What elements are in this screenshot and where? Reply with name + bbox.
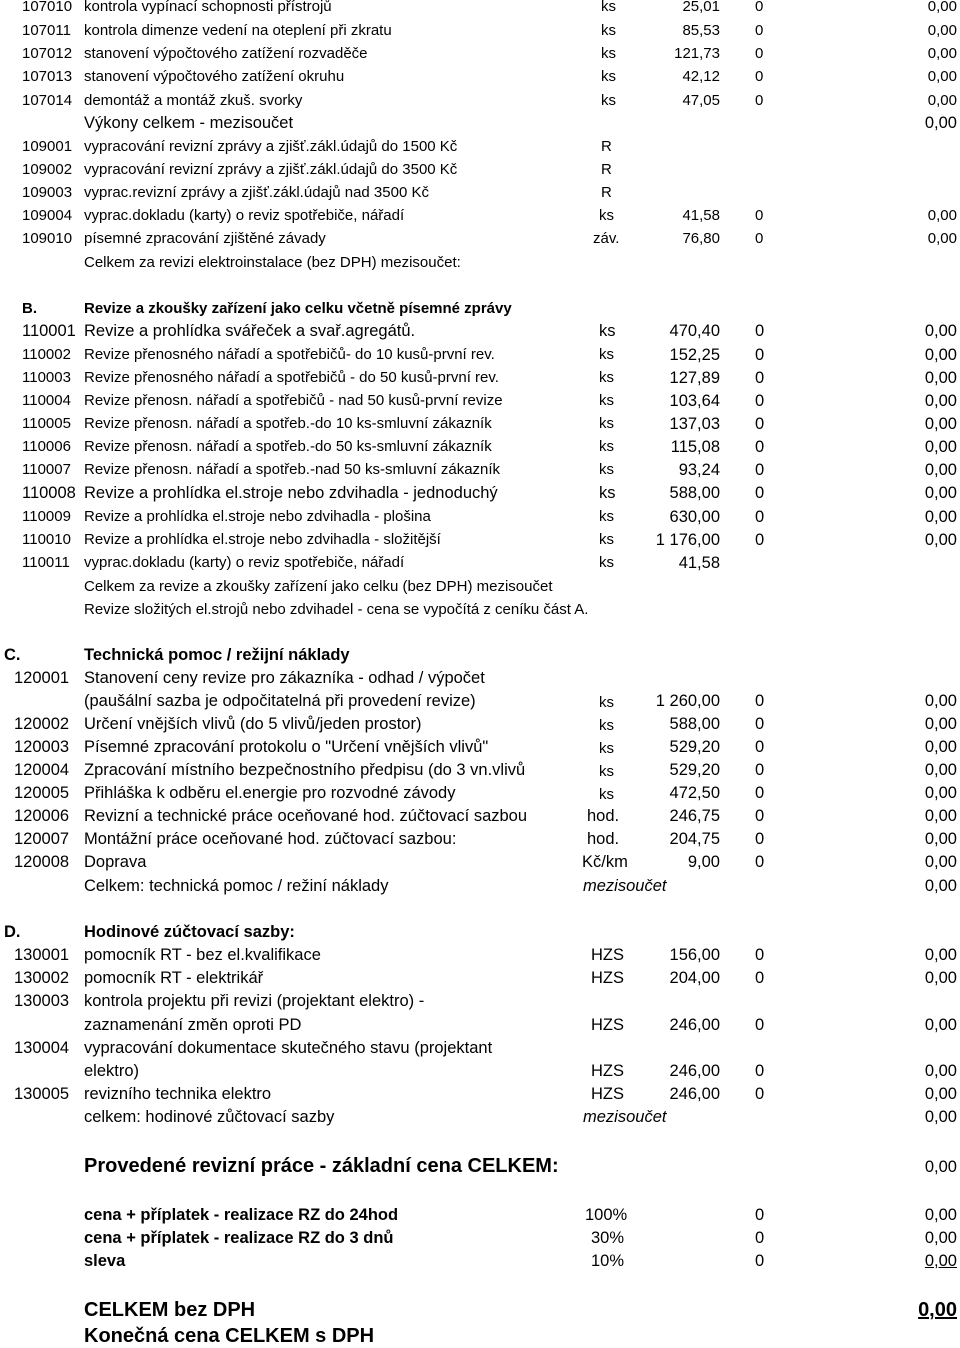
item-total: 0,00 — [924, 508, 957, 526]
item-price: 127,89 — [669, 369, 720, 387]
item-total: 0,00 — [924, 346, 957, 364]
item-description: Revize přenosn. nářadí a spotřeb.-do 50 ks-smluvní zákazník — [84, 438, 492, 455]
item-description: vyprac.revizní zprávy a zjišť.zákl.údajů nad 3500 Kč — [84, 184, 429, 201]
item-price: 246,00 — [669, 1016, 720, 1034]
item-code: 110009 — [22, 508, 71, 525]
item-description: vyprac.dokladu (karty) o reviz spotřebiče, nářadí — [84, 554, 405, 571]
item-description: zaznamenání změn oproti PD — [84, 1016, 302, 1034]
item-quantity: 0 — [755, 230, 764, 247]
item-unit: ks — [599, 346, 614, 363]
net-total-value: 0,00 — [918, 1299, 957, 1321]
item-unit: ks — [601, 0, 616, 15]
item-code: 107014 — [22, 92, 73, 109]
item-description: Revize přenosn. nářadí a spotřeb.-do 10 ks-smluvní zákazník — [84, 415, 492, 432]
item-price: 1 260,00 — [655, 692, 720, 710]
subtotal-label: Celkem za revize a zkoušky zařízení jako celku (bez DPH) mezisoučet — [84, 578, 553, 595]
item-quantity: 0 — [755, 715, 765, 733]
subtotal-value: 0,00 — [924, 877, 957, 895]
item-unit: hod. — [587, 807, 620, 825]
item-description: kontrola vypínací schopnosti přístrojů — [84, 0, 332, 15]
item-price: 25,01 — [682, 0, 720, 15]
item-total: 0,00 — [927, 22, 957, 39]
item-description: Montážní práce oceňované hod. zúčtovací sazbou: — [84, 830, 457, 848]
item-code: 110007 — [22, 461, 71, 478]
section-title: Hodinové zúčtovací sazby: — [84, 923, 295, 941]
item-quantity: 0 — [755, 22, 764, 39]
item-code: 130001 — [14, 946, 70, 964]
item-description: elektro) — [84, 1062, 140, 1080]
item-description: Revize a prohlídka svářeček a svař.agregátů. — [84, 322, 416, 340]
item-unit: ks — [599, 438, 614, 455]
item-quantity: 0 — [755, 415, 765, 433]
item-unit: ks — [599, 369, 614, 386]
item-description: Doprava — [84, 853, 147, 871]
item-total: 0,00 — [924, 853, 957, 871]
item-description: kontrola dimenze vedení na oteplení při zkratu — [84, 22, 392, 39]
item-code: 120004 — [14, 761, 70, 779]
item-price: 115,08 — [670, 438, 720, 456]
gross-total-label: Konečná cena CELKEM s DPH — [84, 1325, 375, 1347]
item-total: 0,00 — [924, 484, 957, 502]
item-description: Revize a prohlídka el.stroje nebo zdvihadla - jednoduchý — [84, 484, 498, 502]
item-description: Revizní a technické práce oceňované hod. zúčtovací sazbou — [84, 807, 528, 825]
discount-percent: 10% — [591, 1252, 625, 1270]
item-total: 0,00 — [927, 68, 957, 85]
item-unit: ks — [599, 484, 616, 502]
item-code: 120005 — [14, 784, 70, 802]
item-code: 107013 — [22, 68, 73, 85]
item-description: stanovení výpočtového zatížení okruhu — [84, 68, 345, 85]
subtotal-label: Výkony celkem - mezisoučet — [84, 114, 294, 132]
item-code: 107011 — [22, 22, 71, 39]
item-code: 110002 — [22, 346, 71, 363]
item-unit: záv. — [593, 230, 620, 247]
item-quantity: 0 — [755, 1016, 765, 1034]
item-description: Revize přenosného nářadí a spotřebičů- do 10 kusů-první rev. — [84, 346, 495, 363]
item-code: 107010 — [22, 0, 73, 15]
item-quantity: 0 — [755, 807, 765, 825]
item-description: Revize přenosného nářadí a spotřebičů - do 50 kusů-první rev. — [84, 369, 499, 386]
item-description: Revize přenosn. nářadí a spotřeb.-nad 50 ks-smluvní zákazník — [84, 461, 501, 478]
item-description: písemné zpracování zjištěné závady — [84, 230, 326, 247]
item-quantity: 0 — [755, 738, 765, 756]
item-code: 109004 — [22, 207, 73, 224]
item-code: 120007 — [14, 830, 70, 848]
item-unit: HZS — [591, 1016, 624, 1034]
item-price: 588,00 — [669, 715, 720, 733]
item-total: 0,00 — [924, 761, 957, 779]
item-price: 85,53 — [682, 22, 720, 39]
item-total: 0,00 — [924, 438, 957, 456]
item-quantity: 0 — [755, 68, 764, 85]
item-quantity: 0 — [755, 207, 764, 224]
item-description: vypracování dokumentace skutečného stavu (projektant — [84, 1039, 493, 1057]
item-price: 204,00 — [669, 969, 720, 987]
item-description: Zpracování místního bezpečnostního předpisu (do 3 vn.vlivů — [84, 761, 526, 779]
summary-base-value: 0,00 — [924, 1158, 957, 1176]
item-code: 120002 — [14, 715, 70, 733]
item-price: 204,75 — [669, 830, 720, 848]
surcharge-label: cena + příplatek - realizace RZ do 3 dnů — [84, 1229, 394, 1247]
item-price: 152,25 — [669, 346, 720, 364]
subtotal-label: Celkem za revizi elektroinstalace (bez DPH) mezisoučet: — [84, 254, 461, 271]
item-unit: HZS — [591, 1062, 624, 1080]
item-price: 103,64 — [669, 392, 720, 410]
item-total: 0,00 — [924, 461, 957, 479]
discount-total: 0,00 — [924, 1252, 957, 1270]
item-description: Stanovení ceny revize pro zákazníka - odhad / výpočet — [84, 669, 485, 687]
surcharge-total: 0,00 — [924, 1229, 957, 1247]
section-letter: D. — [4, 923, 21, 941]
item-quantity: 0 — [755, 438, 765, 456]
item-price: 76,80 — [682, 230, 720, 247]
item-total: 0,00 — [927, 0, 957, 15]
surcharge-percent: 30% — [591, 1229, 625, 1247]
item-code: 110010 — [22, 531, 71, 548]
item-code: 109002 — [22, 161, 73, 178]
summary-base-label: Provedené revizní práce - základní cena CELKEM: — [84, 1155, 559, 1177]
item-unit: ks — [599, 531, 614, 548]
item-code: 120001 — [14, 669, 70, 687]
item-code: 120008 — [14, 853, 70, 871]
item-quantity: 0 — [755, 92, 764, 109]
item-description: kontrola projektu při revizi (projektant elektro) - — [84, 992, 425, 1010]
note-text: Revize složitých el.strojů nebo zdvihadel - cena se vypočítá z ceníku část A. — [84, 601, 589, 618]
item-code: 107012 — [22, 45, 73, 62]
surcharge-quantity: 0 — [755, 1229, 765, 1247]
item-description: vypracování revizní zprávy a zjišť.zákl.údajů do 1500 Kč — [84, 138, 458, 155]
item-total: 0,00 — [924, 1085, 957, 1103]
item-unit: ks — [599, 717, 614, 734]
item-code: 110008 — [22, 484, 76, 502]
item-unit: R — [601, 138, 612, 155]
item-price: 630,00 — [669, 508, 720, 526]
item-total: 0,00 — [924, 784, 957, 802]
item-unit: ks — [599, 415, 614, 432]
discount-label: sleva — [84, 1252, 126, 1270]
item-unit: ks — [599, 461, 614, 478]
item-quantity: 0 — [755, 392, 765, 410]
subtotal-mid-label: mezisoučet — [583, 1108, 667, 1126]
item-quantity: 0 — [755, 692, 765, 710]
net-total-label: CELKEM bez DPH — [84, 1299, 256, 1321]
item-description: vypracování revizní zprávy a zjišť.zákl.údajů do 3500 Kč — [84, 161, 458, 178]
item-code: 109003 — [22, 184, 73, 201]
item-price: 529,20 — [669, 738, 720, 756]
item-description: Určení vnějších vlivů (do 5 vlivů/jeden prostor) — [84, 715, 422, 733]
item-price: 93,24 — [678, 461, 720, 479]
item-unit: ks — [599, 694, 614, 711]
item-code: 110011 — [22, 554, 70, 571]
item-code: 130004 — [14, 1039, 70, 1057]
item-unit: ks — [599, 740, 614, 757]
item-unit: HZS — [591, 969, 624, 987]
item-quantity: 0 — [755, 946, 765, 964]
item-price: 1 176,00 — [655, 531, 720, 549]
item-price: 156,00 — [669, 946, 720, 964]
item-unit: Kč/km — [582, 853, 628, 871]
item-code: 110006 — [22, 438, 71, 455]
item-description: Revize a prohlídka el.stroje nebo zdvihadla - plošina — [84, 508, 431, 525]
item-unit: ks — [599, 508, 614, 525]
item-quantity: 0 — [755, 531, 765, 549]
item-price: 121,73 — [674, 45, 720, 62]
item-unit: ks — [601, 22, 616, 39]
item-description: Písemné zpracování protokolu o "Určení vnějších vlivů" — [84, 738, 489, 756]
discount-quantity: 0 — [755, 1252, 765, 1270]
item-unit: ks — [599, 207, 614, 224]
item-code: 130002 — [14, 969, 70, 987]
item-code: 109010 — [22, 230, 73, 247]
item-quantity: 0 — [755, 369, 765, 387]
item-unit: ks — [599, 554, 614, 571]
item-price: 472,50 — [669, 784, 720, 802]
item-description: pomocník RT - bez el.kvalifikace — [84, 946, 321, 964]
item-description: pomocník RT - elektrikář — [84, 969, 264, 987]
item-total: 0,00 — [927, 92, 957, 109]
item-quantity: 0 — [755, 784, 765, 802]
item-quantity: 0 — [755, 1085, 765, 1103]
item-price: 9,00 — [687, 853, 720, 871]
item-description: revizního technika elektro — [84, 1085, 272, 1103]
item-price: 137,03 — [669, 415, 720, 433]
item-total: 0,00 — [927, 230, 957, 247]
item-unit: ks — [601, 68, 616, 85]
item-code: 110004 — [22, 392, 71, 409]
item-total: 0,00 — [924, 715, 957, 733]
item-code: 110005 — [22, 415, 71, 432]
item-price: 246,00 — [669, 1085, 720, 1103]
item-description: demontáž a montáž zkuš. svorky — [84, 92, 303, 109]
item-total: 0,00 — [924, 738, 957, 756]
subtotal-value: 0,00 — [924, 114, 957, 132]
item-price: 470,40 — [669, 322, 720, 340]
item-code: 130003 — [14, 992, 70, 1010]
item-code: 130005 — [14, 1085, 70, 1103]
item-code: 110003 — [22, 369, 71, 386]
item-price: 588,00 — [669, 484, 720, 502]
item-price: 47,05 — [682, 92, 720, 109]
subtotal-label: celkem: hodinové zůčtovací sazby — [84, 1108, 335, 1126]
item-price: 41,58 — [678, 554, 720, 572]
item-description: Přihláška k odběru el.energie pro rozvodné závody — [84, 784, 456, 802]
item-quantity: 0 — [755, 830, 765, 848]
item-quantity: 0 — [755, 322, 765, 340]
item-quantity: 0 — [755, 45, 764, 62]
item-total: 0,00 — [924, 369, 957, 387]
item-description: Revize přenosn. nářadí a spotřebičů - nad 50 kusů-první revize — [84, 392, 503, 409]
item-total: 0,00 — [924, 692, 957, 710]
item-price: 246,00 — [669, 1062, 720, 1080]
item-quantity: 0 — [755, 761, 765, 779]
item-price: 41,58 — [682, 207, 720, 224]
item-description: Revize a prohlídka el.stroje nebo zdvihadla - složitější — [84, 531, 441, 548]
subtotal-mid-label: mezisoučet — [583, 877, 667, 895]
item-unit: ks — [599, 392, 614, 409]
item-price: 42,12 — [682, 68, 720, 85]
item-unit: R — [601, 161, 612, 178]
item-price: 246,75 — [669, 807, 720, 825]
surcharge-total: 0,00 — [924, 1206, 957, 1224]
item-description: (paušální sazba je odpočitatelná při provedení revize) — [84, 692, 476, 710]
item-description: stanovení výpočtového zatížení rozvaděče — [84, 45, 368, 62]
item-code: 120003 — [14, 738, 70, 756]
item-unit: HZS — [591, 946, 624, 964]
subtotal-value: 0,00 — [924, 1108, 957, 1126]
item-quantity: 0 — [755, 484, 765, 502]
item-total: 0,00 — [924, 392, 957, 410]
section-title: Revize a zkoušky zařízení jako celku včetně písemné zprávy — [84, 300, 512, 317]
item-unit: ks — [601, 92, 616, 109]
item-price: 529,20 — [669, 761, 720, 779]
section-letter: B. — [22, 300, 37, 317]
item-quantity: 0 — [755, 461, 765, 479]
item-total: 0,00 — [924, 322, 957, 340]
item-total: 0,00 — [924, 531, 957, 549]
item-total: 0,00 — [924, 830, 957, 848]
item-quantity: 0 — [755, 0, 764, 15]
item-unit: ks — [601, 45, 616, 62]
item-unit: R — [601, 184, 612, 201]
item-total: 0,00 — [924, 415, 957, 433]
item-quantity: 0 — [755, 346, 765, 364]
item-code: 109001 — [22, 138, 73, 155]
item-total: 0,00 — [927, 207, 957, 224]
subtotal-label: Celkem: technická pomoc / režiní náklady — [84, 877, 389, 895]
surcharge-percent: 100% — [585, 1206, 628, 1224]
item-unit: hod. — [587, 830, 620, 848]
item-quantity: 0 — [755, 969, 765, 987]
item-unit: ks — [599, 322, 616, 340]
section-title: Technická pomoc / režijní náklady — [84, 646, 350, 664]
surcharge-quantity: 0 — [755, 1206, 765, 1224]
item-unit: ks — [599, 763, 614, 780]
item-total: 0,00 — [927, 45, 957, 62]
item-description: vyprac.dokladu (karty) o reviz spotřebiče, nářadí — [84, 207, 405, 224]
item-code: 110001 — [22, 322, 76, 340]
surcharge-label: cena + příplatek - realizace RZ do 24hod — [84, 1206, 399, 1224]
item-total: 0,00 — [924, 1062, 957, 1080]
item-unit: HZS — [591, 1085, 624, 1103]
section-letter: C. — [4, 646, 21, 664]
item-code: 120006 — [14, 807, 70, 825]
item-total: 0,00 — [924, 807, 957, 825]
item-unit: ks — [599, 786, 614, 803]
item-quantity: 0 — [755, 1062, 765, 1080]
item-quantity: 0 — [755, 853, 765, 871]
item-total: 0,00 — [924, 946, 957, 964]
item-total: 0,00 — [924, 969, 957, 987]
item-quantity: 0 — [755, 508, 765, 526]
item-total: 0,00 — [924, 1016, 957, 1034]
